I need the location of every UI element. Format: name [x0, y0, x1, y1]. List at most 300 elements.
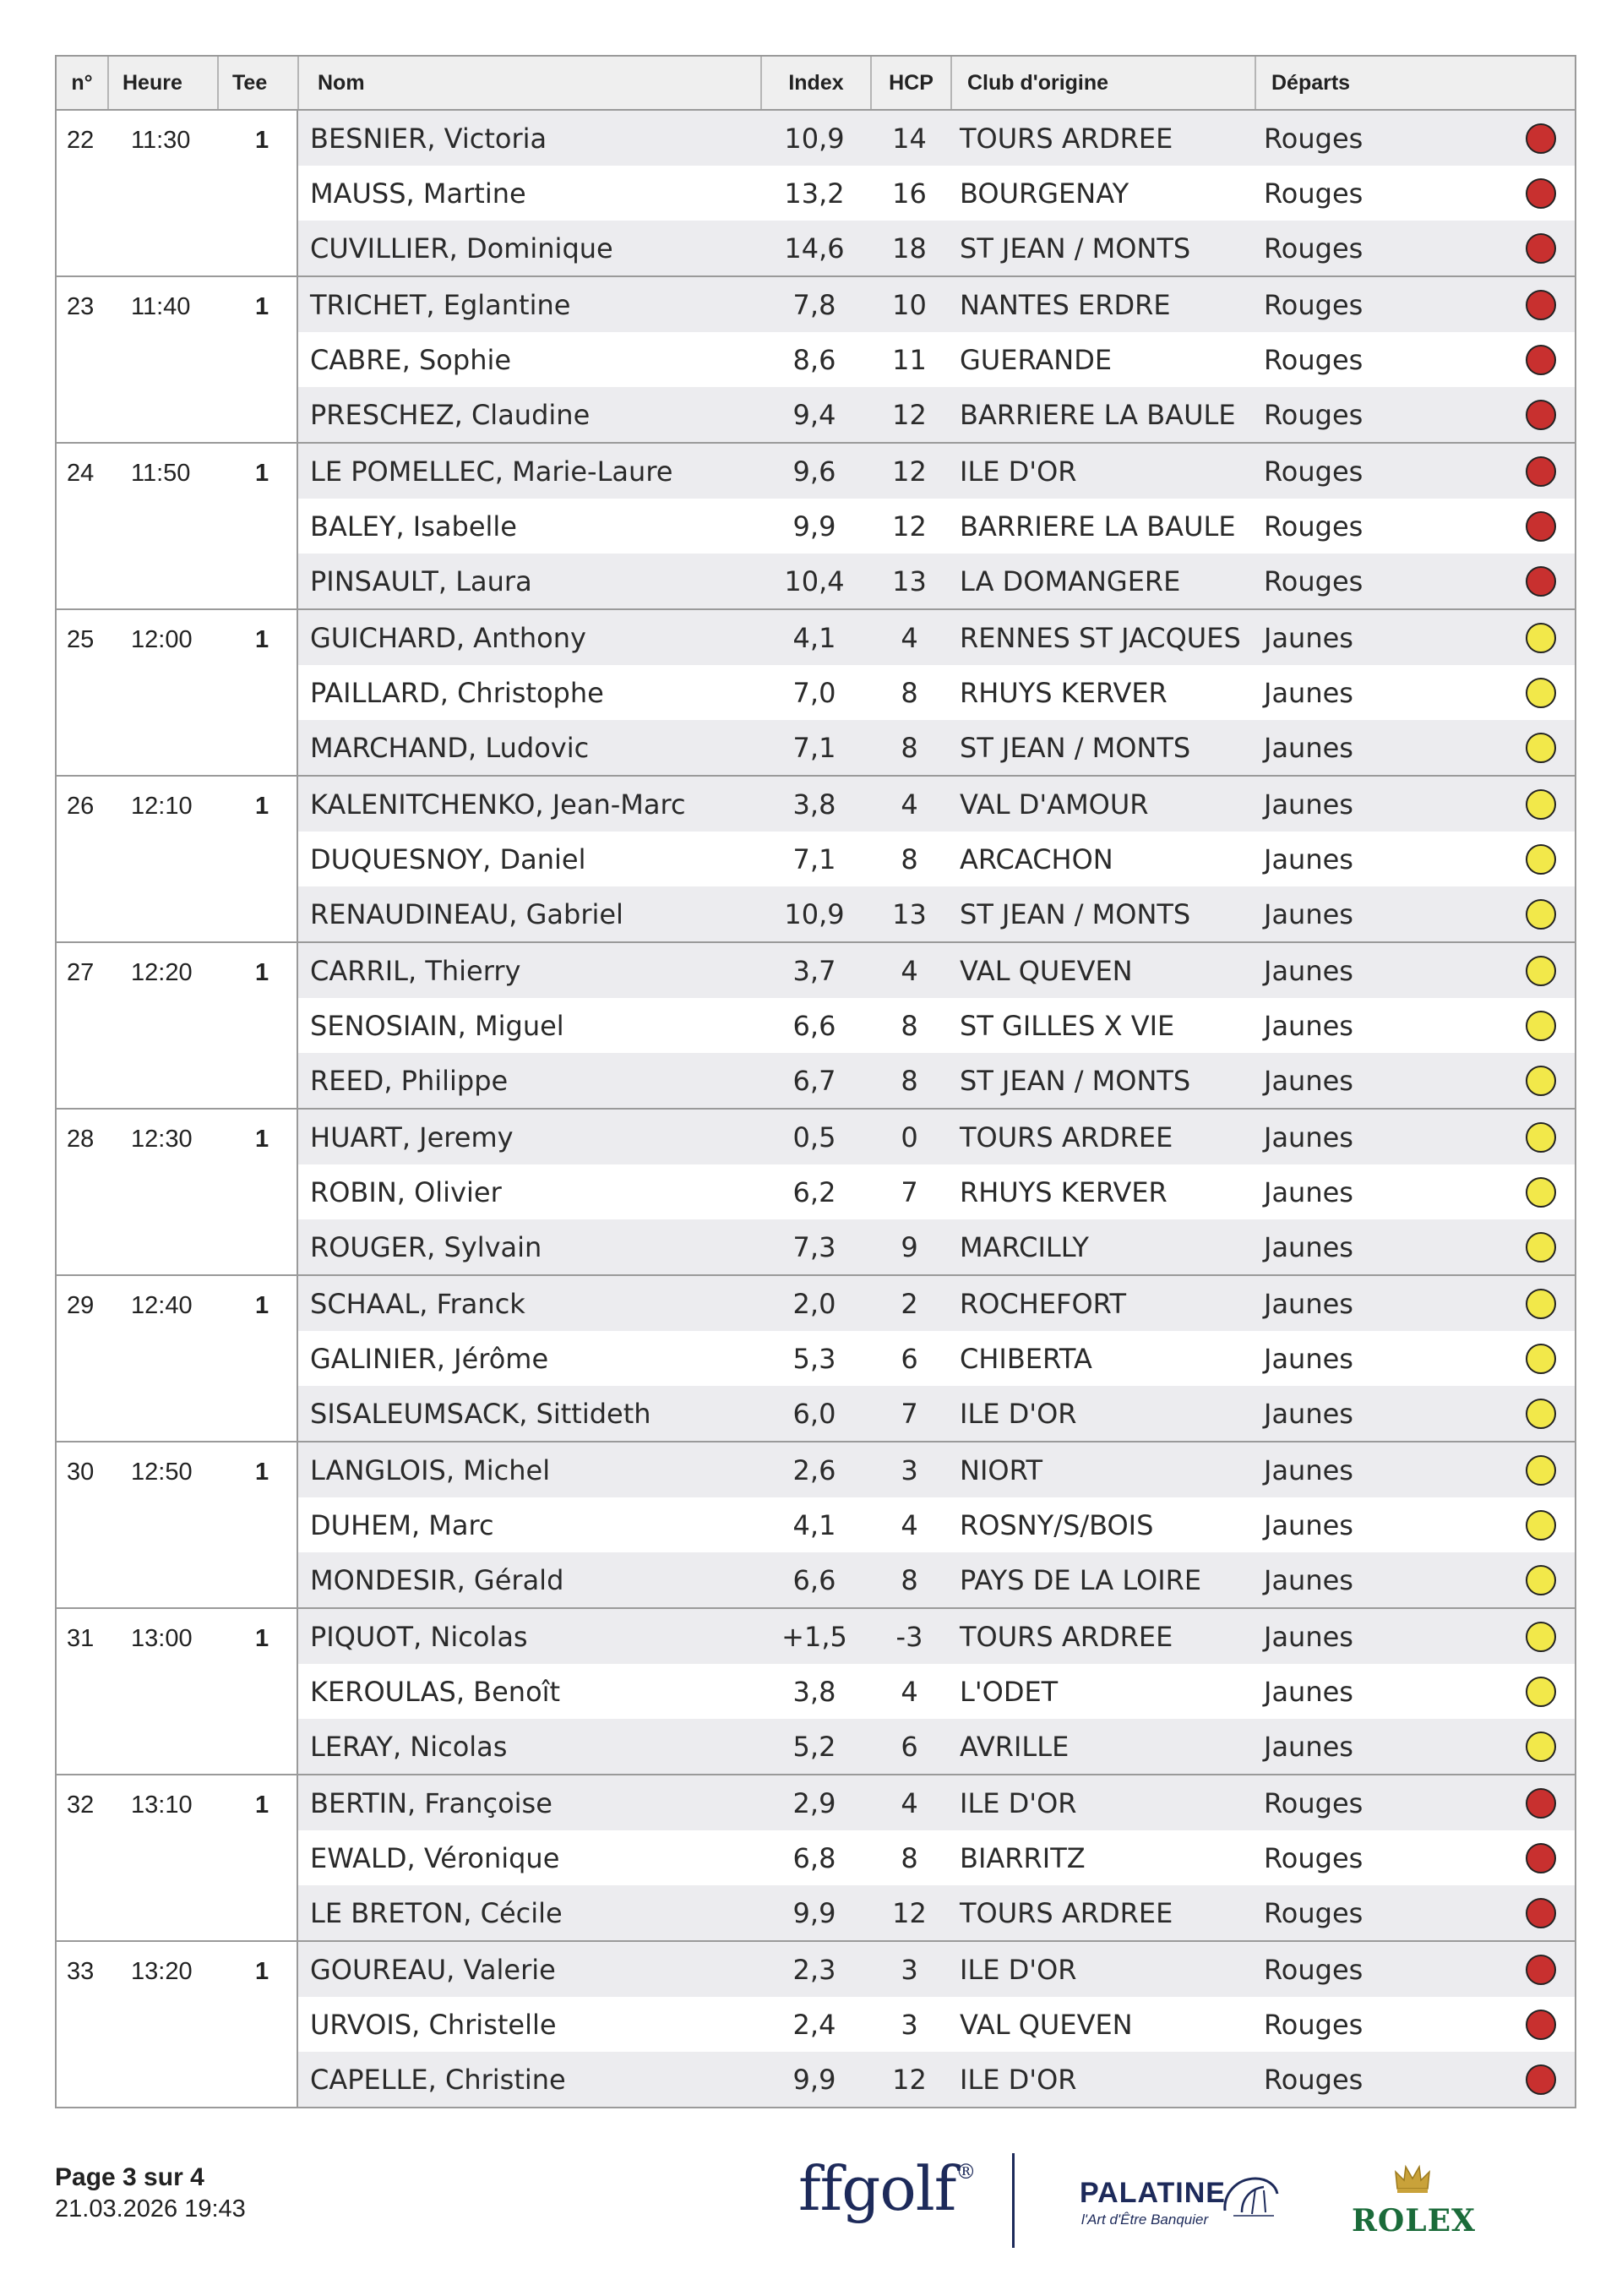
player-departure: Rouges: [1264, 343, 1363, 376]
player-hcp: 4: [901, 788, 918, 821]
player-row: [298, 387, 1575, 442]
group-number: 33: [67, 1958, 95, 1985]
player-club: ST JEAN / MONTS: [960, 731, 1191, 764]
player-index: 9,4: [792, 398, 836, 431]
player-index: 6,8: [792, 1841, 836, 1874]
player-club: ST GILLES X VIE: [960, 1009, 1175, 1042]
group-tee: 1: [255, 460, 269, 487]
tee-color-cell: [1507, 178, 1575, 209]
tee-color-cell: [1507, 123, 1575, 154]
player-club: TOURS ARDREE: [960, 1121, 1173, 1153]
tee-color-cell: [1507, 290, 1575, 320]
tee-color-cell: [1507, 789, 1575, 820]
player-row: [298, 886, 1575, 941]
tee-color-cell: [1507, 899, 1575, 930]
player-club: TOURS ARDREE: [960, 1896, 1173, 1929]
player-name: KALENITCHENKO, Jean-Marc: [310, 788, 686, 821]
player-name: DUHEM, Marc: [310, 1508, 494, 1541]
player-row: [298, 499, 1575, 554]
group-tee: 1: [255, 1625, 269, 1652]
player-club: TOURS ARDREE: [960, 1620, 1173, 1653]
player-row: [298, 554, 1575, 608]
group-info: [57, 1442, 298, 1607]
player-departure: Rouges: [1264, 564, 1363, 597]
player-club: ILE D'OR: [960, 1397, 1077, 1430]
player-index: 10,4: [784, 564, 845, 597]
tee-group: [57, 111, 1575, 277]
player-name: MARCHAND, Ludovic: [310, 731, 590, 764]
group-tee: 1: [255, 293, 269, 320]
tee-color-dot-icon: [1526, 1732, 1556, 1762]
player-row: [298, 1775, 1575, 1830]
player-hcp: 9: [901, 1230, 918, 1263]
group-time: 13:20: [131, 1958, 193, 1985]
player-hcp: 4: [901, 1675, 918, 1708]
player-row: [298, 1219, 1575, 1274]
tee-color-dot-icon: [1526, 400, 1556, 430]
player-hcp: 12: [892, 2063, 927, 2096]
tee-color-dot-icon: [1526, 899, 1556, 930]
player-hcp: 6: [901, 1342, 918, 1375]
player-club: AVRILLE: [960, 1730, 1070, 1763]
player-club: BOURGENAY: [960, 177, 1129, 210]
group-time: 12:30: [131, 1126, 193, 1153]
player-hcp: 8: [901, 731, 918, 764]
player-row: [298, 1497, 1575, 1552]
tee-color-dot-icon: [1526, 733, 1556, 763]
player-hcp: 12: [892, 398, 927, 431]
tee-color-cell: [1507, 1399, 1575, 1429]
player-name: CARRIL, Thierry: [310, 954, 521, 987]
tee-color-cell: [1507, 1177, 1575, 1208]
player-name: RENAUDINEAU, Gabriel: [310, 897, 623, 930]
player-club: PAYS DE LA LOIRE: [960, 1563, 1202, 1596]
player-index: 6,7: [792, 1064, 836, 1097]
tee-group: [57, 1276, 1575, 1442]
group-number: 25: [67, 626, 95, 653]
player-club: ILE D'OR: [960, 1953, 1077, 1986]
player-hcp: 7: [901, 1397, 918, 1430]
player-index: 14,6: [784, 232, 845, 265]
tee-color-cell: [1507, 1344, 1575, 1374]
player-index: 8,6: [792, 343, 836, 376]
player-index: 9,9: [792, 1896, 836, 1929]
tee-color-cell: [1507, 1788, 1575, 1819]
player-name: CUVILLIER, Dominique: [310, 232, 613, 265]
player-departure: Rouges: [1264, 1786, 1363, 1819]
player-hcp: 8: [901, 1009, 918, 1042]
player-name: BALEY, Isabelle: [310, 510, 517, 543]
palatine-tagline: l'Art d'Être Banquier: [1081, 2211, 1209, 2228]
player-name: MAUSS, Martine: [310, 177, 526, 210]
tee-group: [57, 1942, 1575, 2107]
player-name: SCHAAL, Franck: [310, 1287, 525, 1320]
player-departure: Rouges: [1264, 288, 1363, 321]
tee-color-cell: [1507, 2064, 1575, 2095]
group-time: 12:40: [131, 1292, 193, 1319]
player-departure: Jaunes: [1264, 1508, 1353, 1541]
player-hcp: 3: [901, 1953, 918, 1986]
group-players: [298, 1442, 1575, 1607]
player-departure: Jaunes: [1264, 1453, 1353, 1486]
tee-color-cell: [1507, 566, 1575, 597]
player-hcp: 18: [892, 232, 927, 265]
player-row: [298, 1276, 1575, 1331]
group-info: [57, 1775, 298, 1940]
tee-color-cell: [1507, 1066, 1575, 1096]
tee-color-dot-icon: [1526, 1066, 1556, 1096]
tee-color-dot-icon: [1526, 2010, 1556, 2040]
tee-color-cell: [1507, 956, 1575, 986]
player-index: 13,2: [784, 177, 845, 210]
group-info: [57, 1110, 298, 1274]
group-info: [57, 943, 298, 1108]
tee-group: [57, 943, 1575, 1110]
player-departure: Rouges: [1264, 510, 1363, 543]
palatine-logo: PALATINE: [1080, 2177, 1226, 2209]
player-row: [298, 332, 1575, 387]
groups-body: [57, 111, 1575, 2107]
player-index: 2,0: [792, 1287, 836, 1320]
player-index: 0,5: [792, 1121, 836, 1153]
tee-color-dot-icon: [1526, 290, 1556, 320]
player-hcp: 8: [901, 1841, 918, 1874]
player-club: ILE D'OR: [960, 455, 1077, 488]
player-club: BIARRITZ: [960, 1841, 1086, 1874]
player-hcp: 6: [901, 1730, 918, 1763]
group-players: [298, 777, 1575, 941]
tee-color-dot-icon: [1526, 123, 1556, 154]
player-hcp: 12: [892, 455, 927, 488]
col-header-tee: Tee: [219, 57, 299, 109]
player-club: ILE D'OR: [960, 2063, 1077, 2096]
player-row: [298, 1664, 1575, 1719]
group-time: 13:00: [131, 1625, 193, 1652]
player-index: 6,0: [792, 1397, 836, 1430]
tee-color-cell: [1507, 1289, 1575, 1319]
player-row: [298, 2052, 1575, 2107]
col-header-time: Heure: [109, 57, 219, 109]
tee-color-dot-icon: [1526, 1011, 1556, 1041]
page-number: Page 3 sur 4: [55, 2163, 204, 2191]
tee-color-dot-icon: [1526, 233, 1556, 264]
group-time: 12:00: [131, 626, 193, 653]
ffgolf-logo: [798, 2153, 975, 2224]
player-index: 7,0: [792, 676, 836, 709]
group-tee: 1: [255, 1459, 269, 1486]
group-time: 11:40: [131, 293, 191, 320]
tee-color-cell: [1507, 623, 1575, 653]
player-index: 9,9: [792, 2063, 836, 2096]
player-departure: Jaunes: [1264, 676, 1353, 709]
player-row: [298, 277, 1575, 332]
tee-color-cell: [1507, 1011, 1575, 1041]
col-header-departs: Départs: [1271, 70, 1351, 95]
player-departure: Jaunes: [1264, 1342, 1353, 1375]
player-hcp: 13: [892, 564, 927, 597]
player-departure: Jaunes: [1264, 1563, 1353, 1596]
tee-color-dot-icon: [1526, 1898, 1556, 1928]
tee-color-dot-icon: [1526, 566, 1556, 597]
player-index: +1,5: [781, 1620, 847, 1653]
group-tee: 1: [255, 959, 269, 986]
player-departure: Jaunes: [1264, 1620, 1353, 1653]
tee-color-dot-icon: [1526, 1677, 1556, 1707]
player-name: LE POMELLEC, Marie-Laure: [310, 455, 673, 488]
player-row: [298, 1164, 1575, 1219]
group-players: [298, 1110, 1575, 1274]
player-name: GALINIER, Jérôme: [310, 1342, 549, 1375]
player-departure: Rouges: [1264, 2008, 1363, 2041]
group-players: [298, 1276, 1575, 1441]
player-name: LE BRETON, Cécile: [310, 1896, 563, 1929]
tee-group: [57, 1442, 1575, 1609]
player-name: KEROULAS, Benoît: [310, 1675, 561, 1708]
player-club: RHUYS KERVER: [960, 1175, 1168, 1208]
rolex-logo: ROLEX: [1352, 2203, 1476, 2239]
player-hcp: 13: [892, 897, 927, 930]
player-row: [298, 832, 1575, 886]
tee-color-cell: [1507, 844, 1575, 875]
group-tee: 1: [255, 1792, 269, 1819]
player-departure: Rouges: [1264, 1953, 1363, 1986]
group-number: 24: [67, 460, 95, 487]
player-name: SISALEUMSACK, Sittideth: [310, 1397, 651, 1430]
tee-color-cell: [1507, 1455, 1575, 1486]
player-hcp: 4: [901, 1508, 918, 1541]
group-info: [57, 1609, 298, 1774]
tee-color-dot-icon: [1526, 789, 1556, 820]
player-index: 3,8: [792, 1675, 836, 1708]
group-time: 12:20: [131, 959, 193, 986]
tee-color-dot-icon: [1526, 1565, 1556, 1595]
palatine-horse-icon: [1216, 2170, 1282, 2222]
tee-color-cell: [1507, 1510, 1575, 1541]
player-index: 10,9: [784, 897, 845, 930]
player-name: BERTIN, Françoise: [310, 1786, 552, 1819]
player-hcp: 12: [892, 1896, 927, 1929]
player-name: GOUREAU, Valerie: [310, 1953, 556, 1986]
group-info: [57, 610, 298, 775]
player-name: EWALD, Véronique: [310, 1841, 560, 1874]
player-row: [298, 1942, 1575, 1997]
player-hcp: 8: [901, 676, 918, 709]
group-number: 30: [67, 1459, 95, 1486]
tee-color-dot-icon: [1526, 1843, 1556, 1873]
player-club: VAL QUEVEN: [960, 2008, 1133, 2041]
player-index: 9,6: [792, 455, 836, 488]
group-info: [57, 277, 298, 442]
player-row: [298, 720, 1575, 775]
tee-color-dot-icon: [1526, 623, 1556, 653]
group-info: [57, 444, 298, 608]
col-header-club: Club d'origine: [952, 57, 1256, 109]
tee-color-cell: [1507, 456, 1575, 487]
player-club: NIORT: [960, 1453, 1043, 1486]
player-name: TRICHET, Eglantine: [310, 288, 571, 321]
player-departure: Rouges: [1264, 232, 1363, 265]
player-name: LERAY, Nicolas: [310, 1730, 508, 1763]
player-club: RHUYS KERVER: [960, 676, 1168, 709]
player-club: VAL QUEVEN: [960, 954, 1133, 987]
tee-group: [57, 1110, 1575, 1276]
logo-divider: [1012, 2153, 1015, 2248]
player-index: 7,1: [792, 731, 836, 764]
group-time: 12:10: [131, 793, 193, 820]
group-number: 26: [67, 793, 95, 820]
player-row: [298, 1053, 1575, 1108]
group-number: 31: [67, 1625, 95, 1652]
tee-color-dot-icon: [1526, 345, 1556, 375]
player-row: [298, 1830, 1575, 1885]
player-hcp: 3: [901, 2008, 918, 2041]
group-tee: 1: [255, 1126, 269, 1153]
group-tee: 1: [255, 793, 269, 820]
player-row: [298, 1552, 1575, 1607]
tee-times-table: [55, 55, 1576, 2108]
group-players: [298, 1942, 1575, 2107]
player-name: PAILLARD, Christophe: [310, 676, 604, 709]
player-club: NANTES ERDRE: [960, 288, 1171, 321]
player-row: [298, 1110, 1575, 1164]
player-index: 3,7: [792, 954, 836, 987]
player-name: LANGLOIS, Michel: [310, 1453, 551, 1486]
group-number: 29: [67, 1292, 95, 1319]
group-time: 11:30: [131, 127, 191, 154]
group-players: [298, 1609, 1575, 1774]
player-departure: Jaunes: [1264, 1730, 1353, 1763]
player-departure: Rouges: [1264, 2063, 1363, 2096]
player-club: ROSNY/S/BOIS: [960, 1508, 1154, 1541]
tee-color-dot-icon: [1526, 456, 1556, 487]
player-departure: Jaunes: [1264, 1675, 1353, 1708]
group-info: [57, 111, 298, 275]
tee-color-dot-icon: [1526, 511, 1556, 542]
player-departure: Rouges: [1264, 1896, 1363, 1929]
player-hcp: 4: [901, 1786, 918, 1819]
group-number: 27: [67, 959, 95, 986]
player-name: DUQUESNOY, Daniel: [310, 843, 586, 875]
player-index: 7,3: [792, 1230, 836, 1263]
group-number: 22: [67, 127, 95, 154]
player-club: MARCILLY: [960, 1230, 1089, 1263]
player-row: [298, 221, 1575, 275]
group-players: [298, 444, 1575, 608]
player-name: MONDESIR, Gérald: [310, 1563, 564, 1596]
tee-group: [57, 1609, 1575, 1775]
player-hcp: 8: [901, 843, 918, 875]
player-club: VAL D'AMOUR: [960, 788, 1149, 821]
player-index: 4,1: [792, 1508, 836, 1541]
player-hcp: -3: [895, 1620, 923, 1653]
player-departure: Jaunes: [1264, 954, 1353, 987]
player-index: 6,2: [792, 1175, 836, 1208]
player-name: PRESCHEZ, Claudine: [310, 398, 591, 431]
player-name: SENOSIAIN, Miguel: [310, 1009, 564, 1042]
player-departure: Rouges: [1264, 398, 1363, 431]
timestamp: 21.03.2026 19:43: [55, 2195, 246, 2222]
player-index: 2,3: [792, 1953, 836, 1986]
footer: [55, 2163, 246, 2223]
player-club: RENNES ST JACQUES: [960, 621, 1241, 654]
tee-color-dot-icon: [1526, 1455, 1556, 1486]
player-club: ST JEAN / MONTS: [960, 232, 1191, 265]
player-name: GUICHARD, Anthony: [310, 621, 586, 654]
player-departure: Jaunes: [1264, 1230, 1353, 1263]
player-index: 2,6: [792, 1453, 836, 1486]
player-name: REED, Philippe: [310, 1064, 509, 1097]
player-hcp: 8: [901, 1064, 918, 1097]
group-info: [57, 1942, 298, 2107]
player-index: 2,9: [792, 1786, 836, 1819]
player-name: CAPELLE, Christine: [310, 2063, 566, 2096]
tee-color-dot-icon: [1526, 1344, 1556, 1374]
player-hcp: 16: [892, 177, 927, 210]
player-departure: Rouges: [1264, 455, 1363, 488]
player-row: [298, 998, 1575, 1053]
tee-color-cell: [1507, 400, 1575, 430]
tee-color-dot-icon: [1526, 178, 1556, 209]
player-row: [298, 1997, 1575, 2052]
tee-color-cell: [1507, 1732, 1575, 1762]
group-info: [57, 777, 298, 941]
tee-color-cell: [1507, 733, 1575, 763]
tee-color-cell: [1507, 233, 1575, 264]
player-index: 6,6: [792, 1009, 836, 1042]
player-index: 6,6: [792, 1563, 836, 1596]
tee-color-dot-icon: [1526, 1510, 1556, 1541]
group-number: 28: [67, 1126, 95, 1153]
player-row: [298, 943, 1575, 998]
player-club: LA DOMANGERE: [960, 564, 1181, 597]
player-hcp: 14: [892, 122, 927, 155]
player-row: [298, 111, 1575, 166]
player-index: 10,9: [784, 122, 845, 155]
group-players: [298, 943, 1575, 1108]
player-row: [298, 444, 1575, 499]
player-club: L'ODET: [960, 1675, 1059, 1708]
player-name: HUART, Jeremy: [310, 1121, 514, 1153]
tee-color-cell: [1507, 1955, 1575, 1985]
tee-group: [57, 444, 1575, 610]
tee-color-cell: [1507, 1622, 1575, 1652]
player-row: [298, 1386, 1575, 1441]
tee-color-dot-icon: [1526, 1122, 1556, 1153]
player-club: ARCACHON: [960, 843, 1113, 875]
group-time: 13:10: [131, 1792, 193, 1819]
group-number: 23: [67, 293, 95, 320]
player-departure: Rouges: [1264, 1841, 1363, 1874]
group-tee: 1: [255, 1292, 269, 1319]
player-departure: Jaunes: [1264, 1009, 1353, 1042]
player-hcp: 4: [901, 954, 918, 987]
col-header-name: Nom: [299, 57, 762, 109]
player-index: 2,4: [792, 2008, 836, 2041]
player-departure: Jaunes: [1264, 621, 1353, 654]
group-tee: 1: [255, 127, 269, 154]
player-name: PIQUOT, Nicolas: [310, 1620, 528, 1653]
player-index: 7,8: [792, 288, 836, 321]
table-header: [57, 57, 1575, 111]
player-departure: Rouges: [1264, 177, 1363, 210]
player-club: ROCHEFORT: [960, 1287, 1127, 1320]
player-hcp: 0: [901, 1121, 918, 1153]
ffgolf-logo-text: ffgolf: [798, 2153, 956, 2224]
player-departure: Jaunes: [1264, 731, 1353, 764]
tee-color-cell: [1507, 1843, 1575, 1873]
tee-group: [57, 777, 1575, 943]
group-number: 32: [67, 1792, 95, 1819]
